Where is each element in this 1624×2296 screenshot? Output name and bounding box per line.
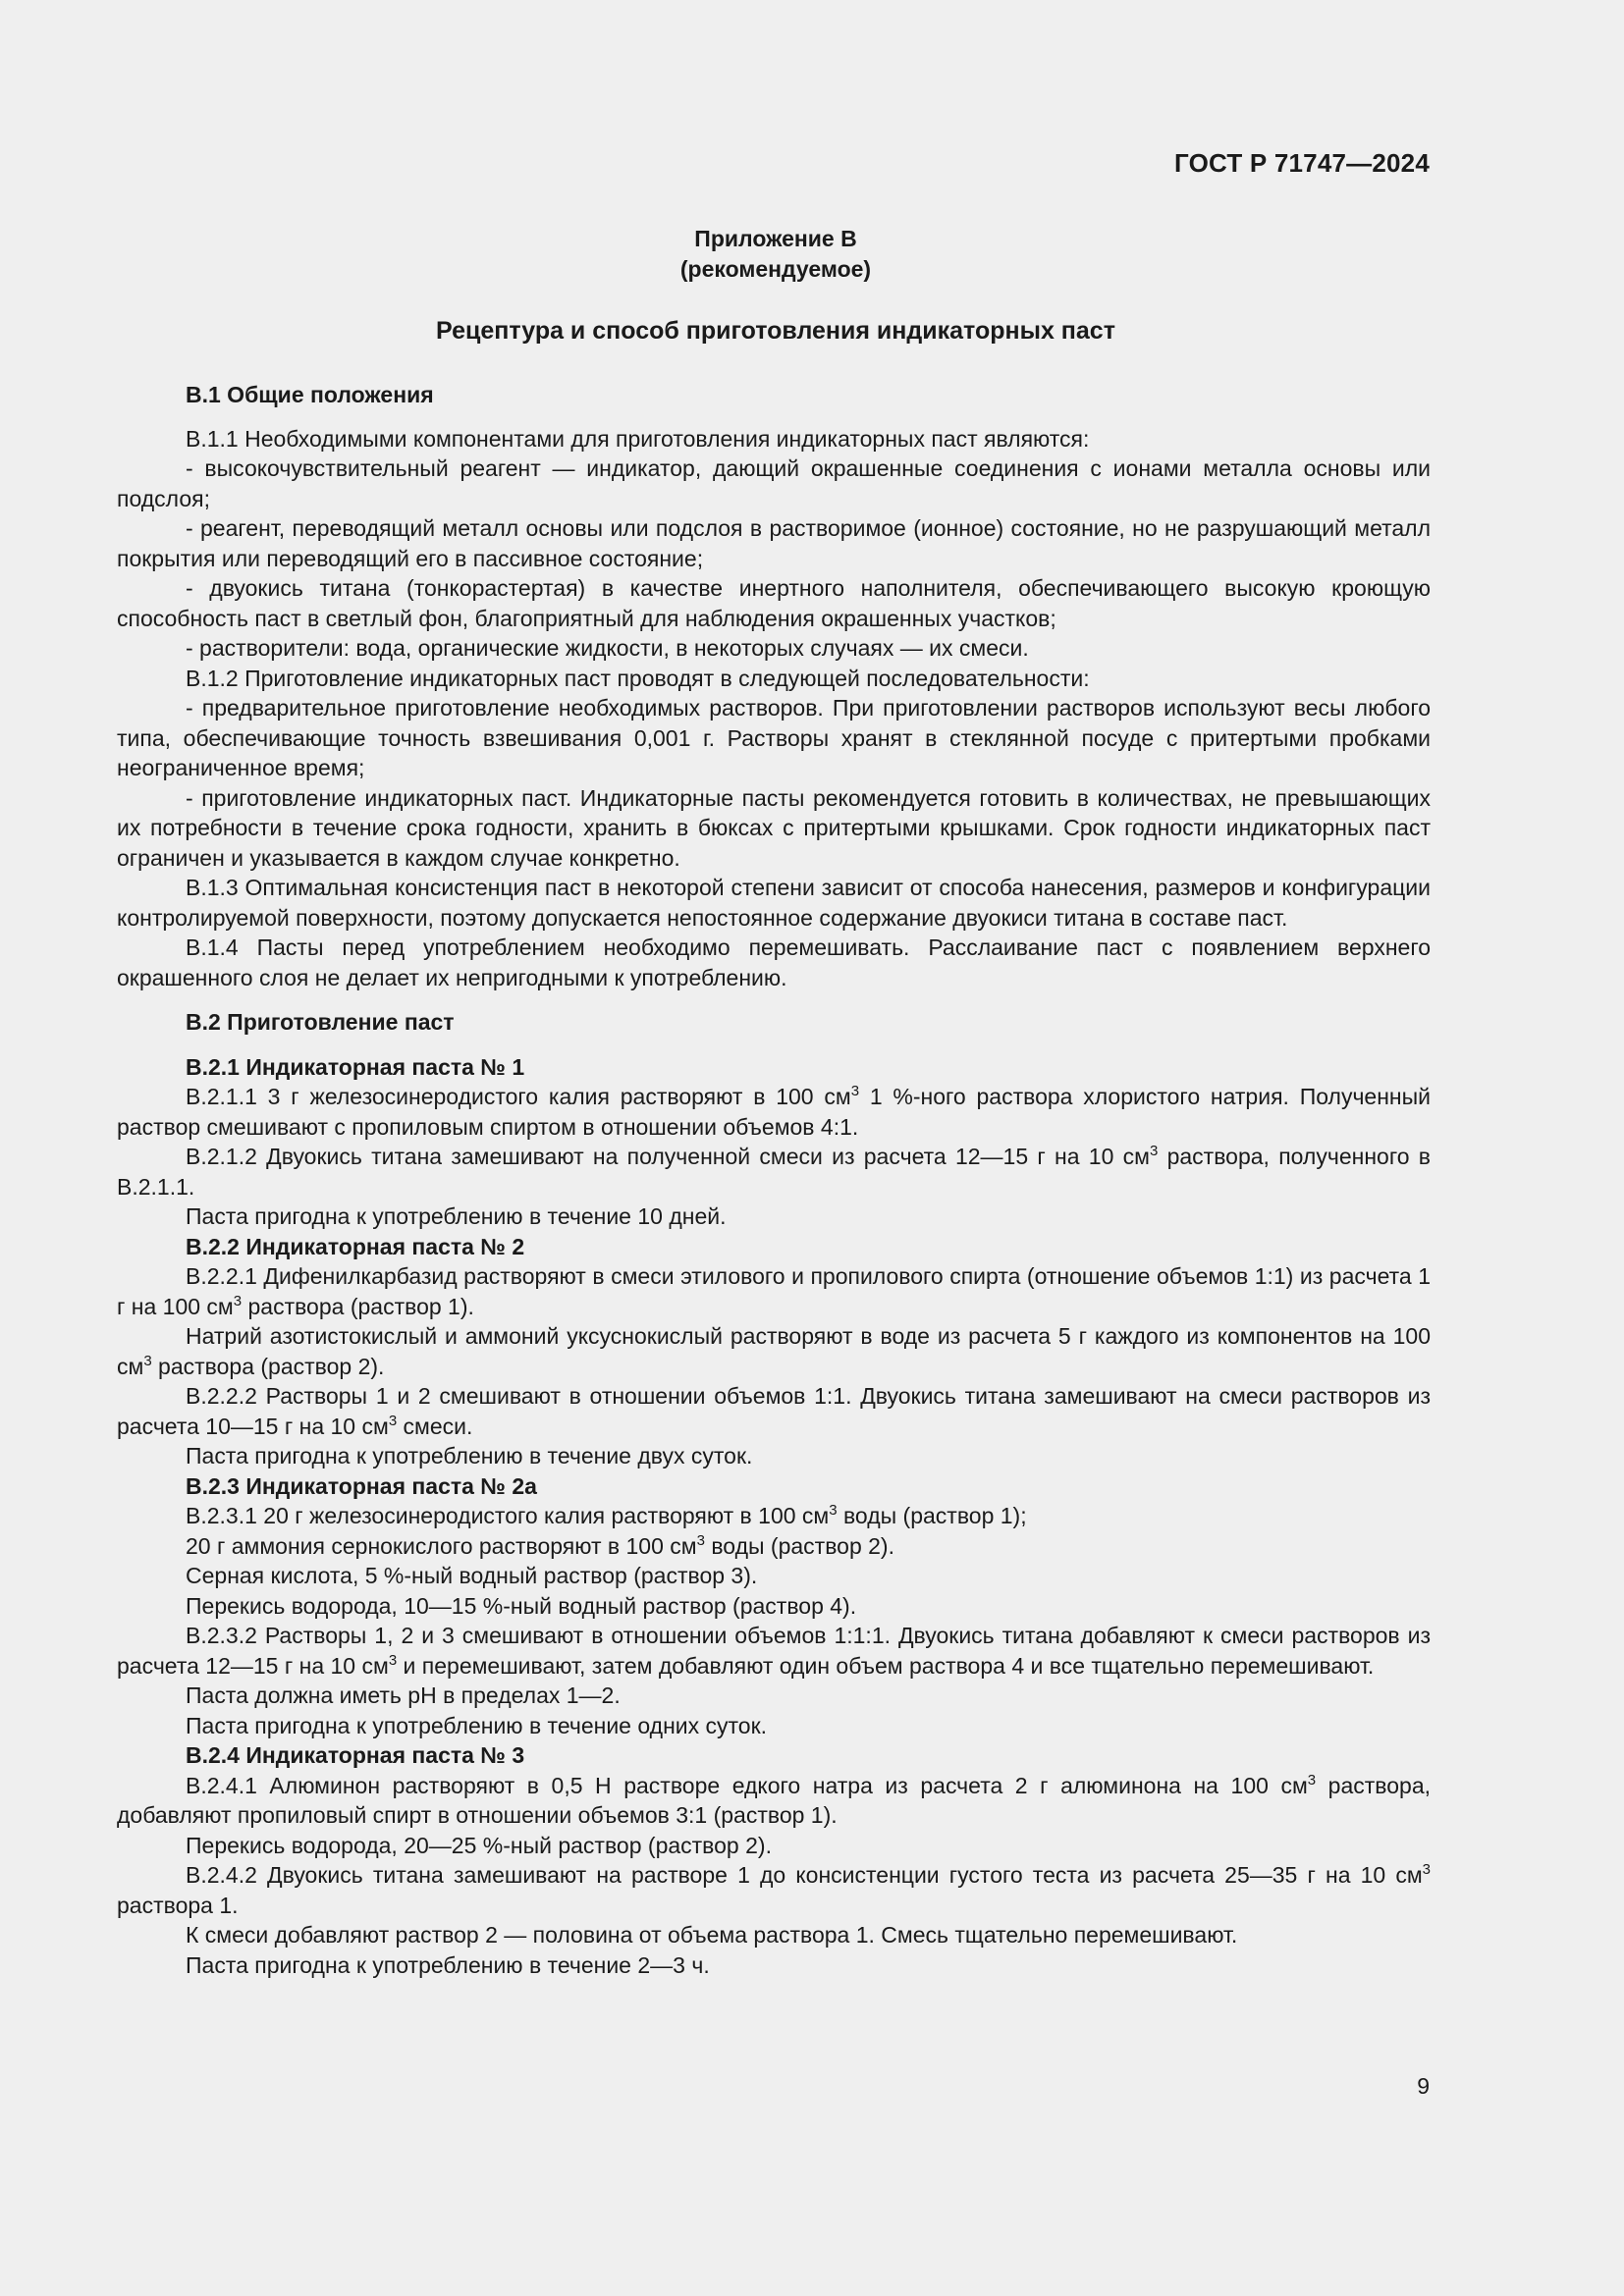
paragraph: В.2.4.2 Двуокись титана замешивают на растворе 1 до консистенции густого теста из расчета 25—35 г на 10 $см^3$ раствора 1. — [117, 1861, 1431, 1918]
paragraph: В.2.2.2 Растворы 1 и 2 смешивают в отношении объемов 1:1. Двуокись титана замешивают на смеси растворов из расчета 10—15 г на 10 $см^3$ смеси. — [117, 1383, 1431, 1439]
list-item: - двуокись титана (тонкорастертая) в качестве инертного наполнителя, обеспечивающего высокую кроющую способность паст в светлый фон, благоприятный для наблюдения окрашенных участков; — [117, 575, 1431, 631]
page-number: 9 — [1417, 2073, 1430, 2099]
paragraph: Перекись водорода, 20—25 %-ный раствор (раствор 2). — [186, 1832, 772, 1858]
paragraph: В.2.3.1 20 г железосинеродистого калия растворяют в 100 $см^3$ воды (раствор 1); — [186, 1502, 1027, 1528]
paragraph: 20 г аммония сернокислого растворяют в 100 $см^3$ воды (раствор 2). — [186, 1531, 894, 1559]
subsection-heading: В.2.3 Индикаторная паста № 2а — [186, 1472, 537, 1499]
list-item: - предварительное приготовление необходимых растворов. При приготовлении растворов используют весы любого типа, обеспечивающие точность взвешивания 0,001 г. Растворы хранят в стеклянной посуде с притертыми пробками неограниченное время; — [117, 695, 1431, 780]
list-item: - реагент, переводящий металл основы или подслоя в растворимое (ионное) состояние, но не разрушающий металл покрытия или переводящий его в пассивное состояние; — [117, 515, 1431, 571]
list-item: - высокочувствительный реагент — индикатор, дающий окрашенные соединения с ионами металла основы или подслоя; — [117, 455, 1431, 511]
paragraph: Паста пригодна к употреблению в течение 10 дней. — [186, 1203, 727, 1229]
paragraph: В.1.2 Приготовление индикаторных паст проводят в следующей последовательности: — [186, 665, 1090, 691]
paragraph: Паста пригодна к употреблению в течение одних суток. — [186, 1712, 768, 1738]
paragraph: Перекись водорода, 10—15 %-ный водный раствор (раствор 4). — [186, 1592, 857, 1619]
page-title: Рецептура и способ приготовления индикаторных паст — [436, 317, 1115, 345]
document-body — [117, 380, 1431, 1980]
section-heading: В.2 Приготовление паст — [186, 1009, 455, 1035]
paragraph: Натрий азотистокислый и аммоний уксуснокислый растворяют в воде из расчета 5 г каждого из компонентов на 100 $см^3$ раствора (раствор 2). — [117, 1323, 1431, 1379]
paragraph: Паста пригодна к употреблению в течение двух суток. — [186, 1443, 753, 1468]
paragraph: Серная кислота, 5 %-ный водный раствор (раствор 3). — [186, 1563, 758, 1588]
paragraph: В.2.4.1 Алюминон растворяют в 0,5 Н растворе едкого натра из расчета 2 г алюминона на 100 $см^3$ раствора, добавляют пропиловый спирт в отношении объемов 3:1 (раствор 1). — [117, 1771, 1431, 1828]
annex-label: Приложение В — [694, 226, 857, 251]
document-id: ГОСТ Р 71747—2024 — [1174, 148, 1430, 178]
annex-heading — [0, 224, 1551, 285]
paragraph: В.2.1.2 Двуокись титана замешивают на полученной смеси из расчета 12—15 г на 10 $см^3$ раствора, полученного в В.2.1.1. — [117, 1143, 1431, 1200]
paragraph: В.2.3.2 Растворы 1, 2 и 3 смешивают в отношении объемов 1:1:1. Двуокись титана добавляют к смеси растворов из расчета 12—15 г на 10 $см^3$ и перемешивают, затем добавляют один объем раствора 4 и все тщательно перемешивают. — [117, 1623, 1431, 1679]
subsection-heading: В.2.4 Индикаторная паста № 3 — [186, 1742, 525, 1768]
paragraph: В.1.1 Необходимыми компонентами для приготовления индикаторных паст являются: — [186, 425, 1090, 452]
section-heading: В.1 Общие положения — [186, 382, 434, 407]
paragraph: В.2.2.1 Дифенилкарбазид растворяют в смеси этилового и пропилового спирта (отношение объемов 1:1) из расчета 1 г на 100 $см^3$ раствора (раствор 1). — [117, 1263, 1431, 1319]
annex-status: (рекомендуемое) — [679, 256, 872, 282]
paragraph: В.1.4 Пасты перед употреблением необходимо перемешивать. Расслаивание паст с появлением верхнего окрашенного слоя не делает их непригодными к употреблению. — [117, 934, 1431, 990]
list-item: - приготовление индикаторных паст. Индикаторные пасты рекомендуется готовить в количествах, не превышающих их потребности в течение срока годности, хранить в бюксах с притертыми крышками. Срок годности индикаторных паст ограничен и указывается в каждом случае конкретно. — [117, 784, 1431, 871]
paragraph: Паста должна иметь pH в пределах 1—2. — [186, 1682, 621, 1708]
subsection-heading: В.2.1 Индикаторная паста № 1 — [186, 1053, 525, 1080]
list-item: - растворители: вода, органические жидкости, в некоторых случаях — их смеси. — [186, 635, 1029, 661]
paragraph: Паста пригодна к употреблению в течение 2—3 ч. — [186, 1951, 710, 1978]
paragraph: В.1.3 Оптимальная консистенция паст в некоторой степени зависит от способа нанесения, размеров и конфигурации контролируемой поверхности, поэтому допускается непостоянное содержание двуокиси титана в составе паст. — [117, 875, 1431, 931]
paragraph: В.2.1.1 3 г железосинеродистого калия растворяют в 100 $см^3$ 1 %-ного раствора хлористого натрия. Полученный раствор смешивают с пропиловым спиртом в отношении объемов 4:1. — [117, 1083, 1431, 1140]
subsection-heading: В.2.2 Индикаторная паста № 2 — [186, 1233, 525, 1259]
paragraph: К смеси добавляют раствор 2 — половина от объема раствора 1. Смесь тщательно перемешивают. — [186, 1922, 1238, 1948]
